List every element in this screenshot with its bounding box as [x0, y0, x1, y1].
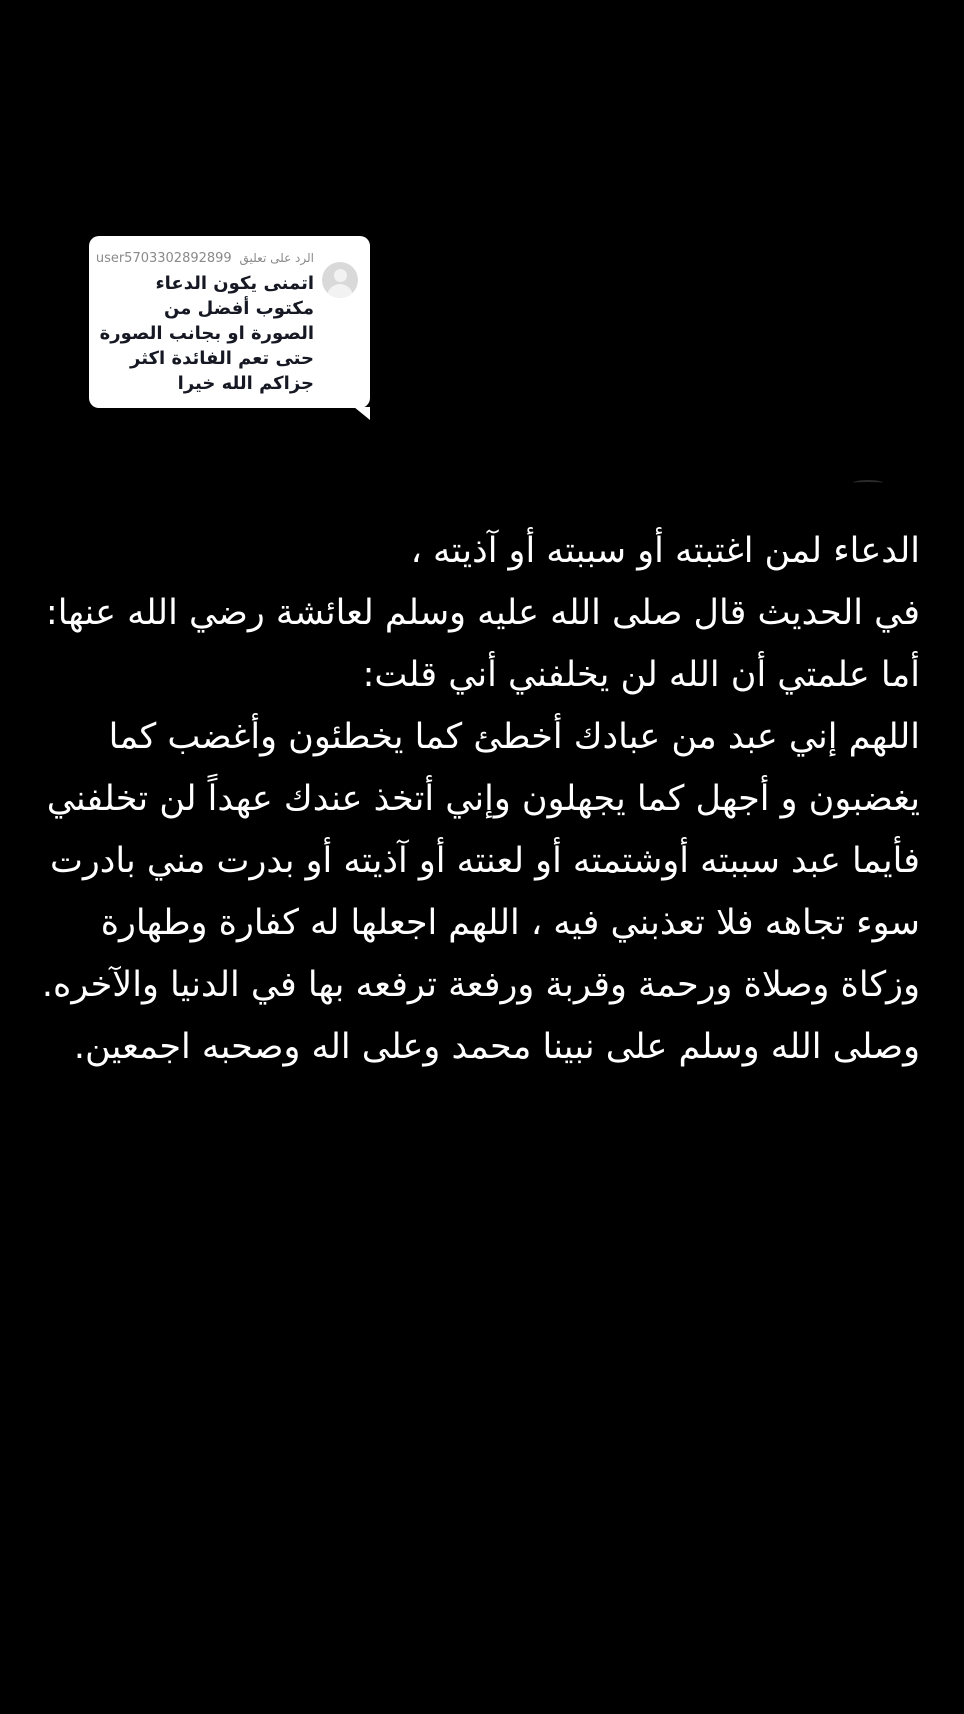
dua-text-block — [40, 520, 920, 1078]
hadith-intro: في الحديث قال صلى الله عليه وسلم لعائشة رضي الله عنها: أما علمتي أن الله لن يخلفني أني قلت: — [45, 593, 920, 695]
faint-divider-mark — [853, 480, 883, 486]
dua-body: اللهم إني عبد من عبادك أخطئ كما يخطئون وأغضب كما يغضبون و أجهل كما يجهلون وإني أتخذ عندك عهداً لن تخلفني فأيما عبد سببته أوشتمته أو لعنته أو آذيته أو بدرت مني بادرت سوء تجاهه فلا تعذبني فيه ، اللهم اجعلها له كفارة وطهارة وزكاة وصلاة ورحمة وقربة ورفعة ترفعه بها في الدنيا والآخره. — [41, 717, 920, 1005]
user-avatar-icon[interactable] — [322, 262, 358, 298]
dua-title: الدعاء لمن اغتبته أو سببته أو آذيته ، — [410, 531, 920, 571]
reply-username[interactable]: user5703302892899 — [95, 251, 232, 266]
reply-comment-bubble[interactable] — [89, 236, 370, 408]
reply-content — [95, 250, 314, 396]
reply-comment-text: اتمنى يكون الدعاء مكتوب أفضل من الصورة او بجانب الصورة حتى تعم الفائدة اكثر جزاكم الله خيرا — [99, 273, 314, 394]
avatar-head-shape — [334, 269, 347, 282]
reply-row — [95, 250, 358, 396]
closing-salawat: وصلى الله وسلم على نبينا محمد وعلى اله وصحبه اجمعين. — [73, 1027, 920, 1067]
reply-prefix-label: الرد على تعليق — [239, 251, 314, 265]
avatar-shoulders-shape — [327, 284, 353, 298]
reply-meta — [95, 250, 314, 267]
